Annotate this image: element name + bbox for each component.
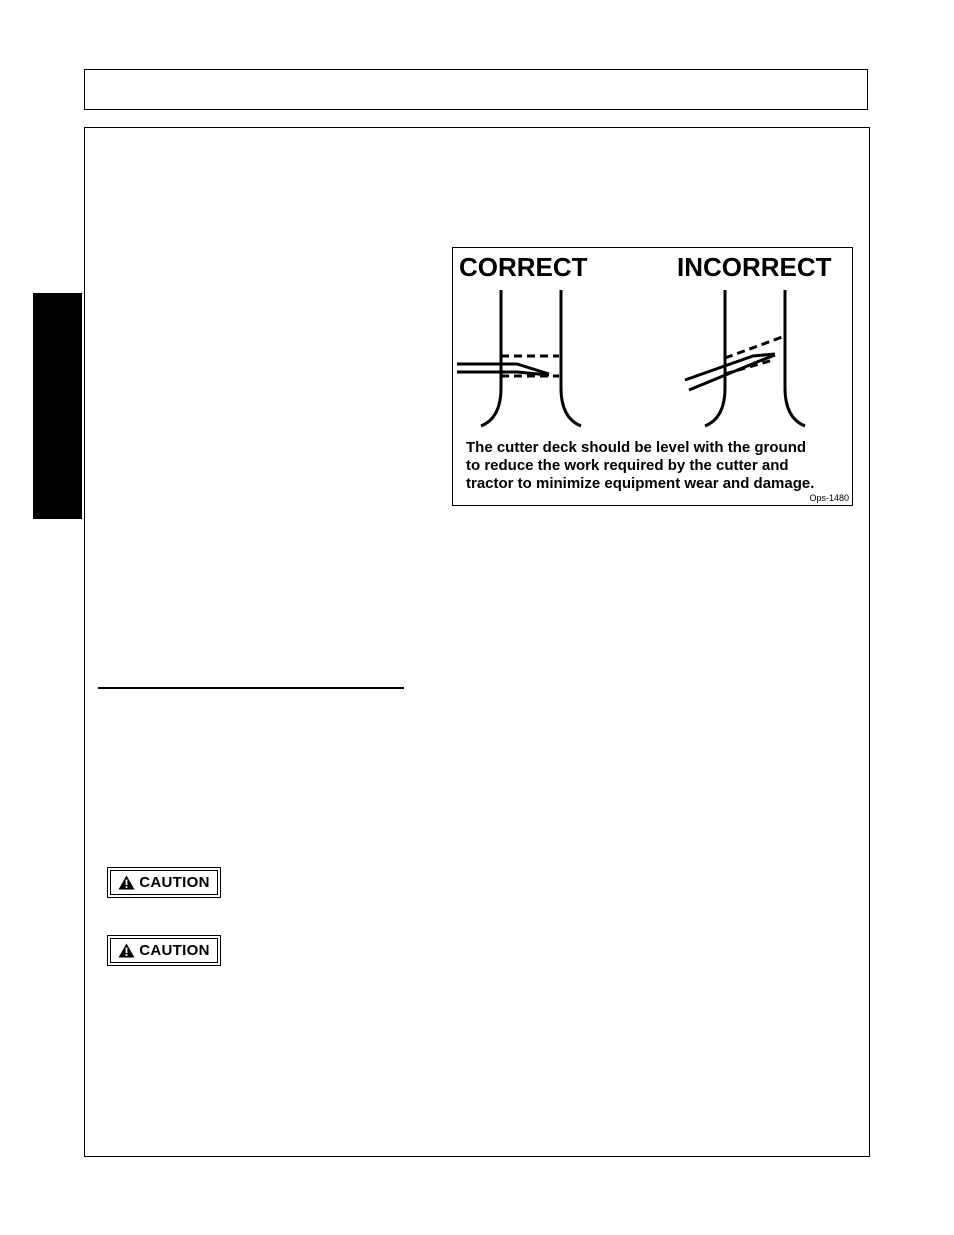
caption-line: The cutter deck should be level with the ground [466,439,807,456]
caution-text: CAUTION [139,873,210,891]
warning-triangle-icon [118,943,135,958]
caption-line: tractor to minimize equipment wear and damage. [466,475,815,492]
correct-left-line [481,290,501,426]
incorrect-deck-top [685,354,775,380]
warning-triangle-icon [118,875,135,890]
label-correct: CORRECT [459,252,588,282]
incorrect-left-line [705,290,725,426]
section-heading-underline [98,687,404,689]
figure-id: Ops-1480 [809,493,849,503]
caption-line: to reduce the work required by the cutter and [466,457,789,474]
caution-text: CAUTION [139,941,210,959]
caution-inner [110,938,218,963]
figure-caption [466,439,846,493]
page-header-box [84,69,868,110]
incorrect-right-line [785,290,805,426]
caution-inner [110,870,218,895]
caution-label-2 [107,935,221,966]
section-side-tab [33,293,82,519]
caution-label-1 [107,867,221,898]
label-incorrect: INCORRECT [677,252,832,282]
correct-right-line [561,290,581,426]
deck-level-figure [452,247,853,506]
